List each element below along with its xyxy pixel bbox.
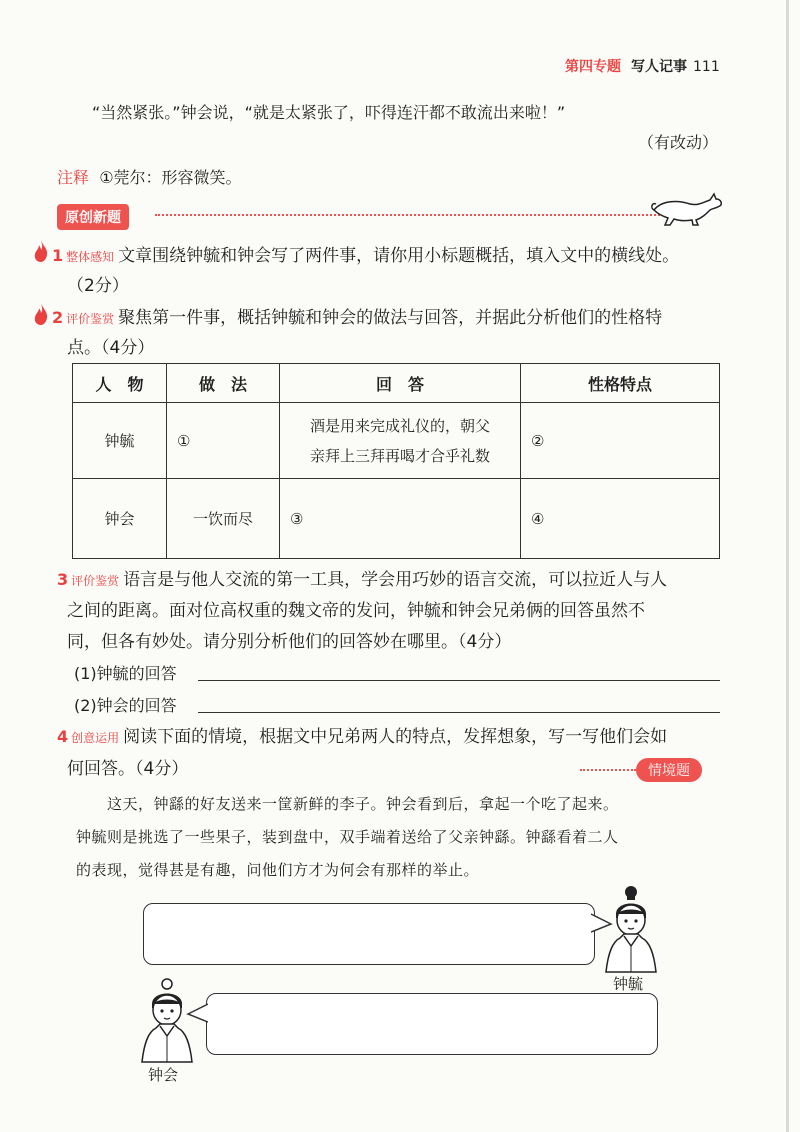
dialogue-line: “当然紧张。”钟会说，“就是太紧张了，吓得连汗都不敢流出来啦！”: [92, 103, 566, 122]
table-cell-method: 一饮而尽: [167, 479, 280, 559]
note-text: ①莞尔：形容微笑。: [99, 168, 242, 187]
question-1: [52, 241, 679, 266]
question-2-line2: 点。（4分）: [67, 338, 155, 358]
story-line: 的表现，觉得甚是有趣，问他们方才为何会有那样的举止。: [76, 861, 480, 879]
question-2: [52, 303, 662, 328]
story-line: 钟毓则是挑选了一些果子，装到盘中，双手端着送给了父亲钟繇。钟繇看着二人: [76, 828, 619, 846]
zhongyu-label: 钟毓: [613, 975, 644, 993]
flame-icon: [34, 240, 48, 262]
question-4-number: 4: [57, 727, 69, 746]
question-4-line2: 何回答。（4分）: [67, 759, 189, 779]
section-divider: [155, 214, 660, 216]
question-3-text: 语言是与他人交流的第一工具，学会用巧妙的语言交流，可以拉近人与人: [123, 570, 668, 590]
question-3-number: 3: [57, 570, 69, 589]
table-cell-person: 钟会: [73, 479, 167, 559]
annotation: [57, 165, 242, 188]
answer-label-1: (1)钟毓的回答: [74, 664, 177, 683]
table-header-row: [73, 364, 720, 403]
zhonghui-label: 钟会: [148, 1066, 179, 1084]
table-header: 性格特点: [521, 364, 720, 403]
speech-bubble-zhongyu[interactable]: [143, 903, 595, 965]
table-cell-trait[interactable]: ④: [521, 479, 720, 559]
question-3: [57, 565, 667, 590]
section-badge: 原创新题: [57, 204, 129, 230]
source-note: （有改动）: [638, 133, 719, 152]
note-label: 注释: [57, 168, 90, 187]
answer-label-2: (2)钟会的回答: [74, 696, 177, 715]
answer-line: 酒是用来完成礼仪的，朝父: [309, 416, 490, 435]
question-4: [57, 722, 667, 747]
table-header: 回 答: [280, 364, 521, 403]
page-header: [565, 56, 720, 76]
answer-line-1[interactable]: [198, 680, 720, 681]
table-header: 人 物: [73, 364, 167, 403]
question-1-line2: （2分）: [67, 276, 129, 296]
page-number: 111: [693, 59, 720, 75]
question-4-tag: 创意运用: [71, 731, 120, 745]
question-2-text: 聚焦第一件事，概括钟毓和钟会的做法与回答，并据此分析他们的性格特: [118, 308, 663, 328]
zhonghui-avatar: [136, 976, 198, 1064]
cat-decoration-icon: [650, 188, 725, 228]
answer-table: [72, 363, 720, 559]
table-cell-answer: [280, 403, 521, 479]
scenario-dots: [580, 769, 636, 771]
table-cell-answer[interactable]: ③: [280, 479, 521, 559]
question-4-text: 阅读下面的情境，根据文中兄弟两人的特点，发挥想象，写一写他们会如: [123, 727, 668, 747]
answer-line: 亲拜上三拜再喝才合乎礼数: [309, 446, 490, 465]
question-2-number: 2: [52, 308, 64, 327]
table-cell-method[interactable]: ①: [167, 403, 280, 479]
page-edge: [786, 0, 789, 1132]
table-row: [73, 403, 720, 479]
answer-line-2[interactable]: [198, 712, 720, 713]
header-section: 写人记事: [631, 59, 687, 75]
table-header: 做 法: [167, 364, 280, 403]
question-1-number: 1: [52, 246, 64, 265]
question-1-text: 文章围绕钟毓和钟会写了两件事，请你用小标题概括，填入文中的横线处。: [118, 246, 680, 266]
question-3-tag: 评价鉴赏: [71, 574, 120, 588]
zhongyu-avatar: [600, 884, 662, 974]
flame-icon: [34, 303, 48, 325]
question-3-line3: 同，但各有妙处。请分别分析他们的回答妙在哪里。（4分）: [67, 632, 512, 652]
table-cell-person: 钟毓: [73, 403, 167, 479]
question-2-tag: 评价鉴赏: [66, 312, 115, 326]
story-line: 这天，钟繇的好友送来一筐新鲜的李子。钟会看到后，拿起一个吃了起来。: [107, 795, 619, 813]
speech-bubble-zhonghui[interactable]: [206, 993, 658, 1055]
question-1-tag: 整体感知: [66, 250, 115, 264]
scenario-badge: 情境题: [636, 758, 702, 782]
header-topic: 第四专题: [565, 59, 621, 75]
table-cell-trait[interactable]: ②: [521, 403, 720, 479]
table-row: [73, 479, 720, 559]
question-3-line2: 之间的距离。面对位高权重的魏文帝的发问，钟毓和钟会兄弟俩的回答虽然不: [67, 601, 645, 621]
